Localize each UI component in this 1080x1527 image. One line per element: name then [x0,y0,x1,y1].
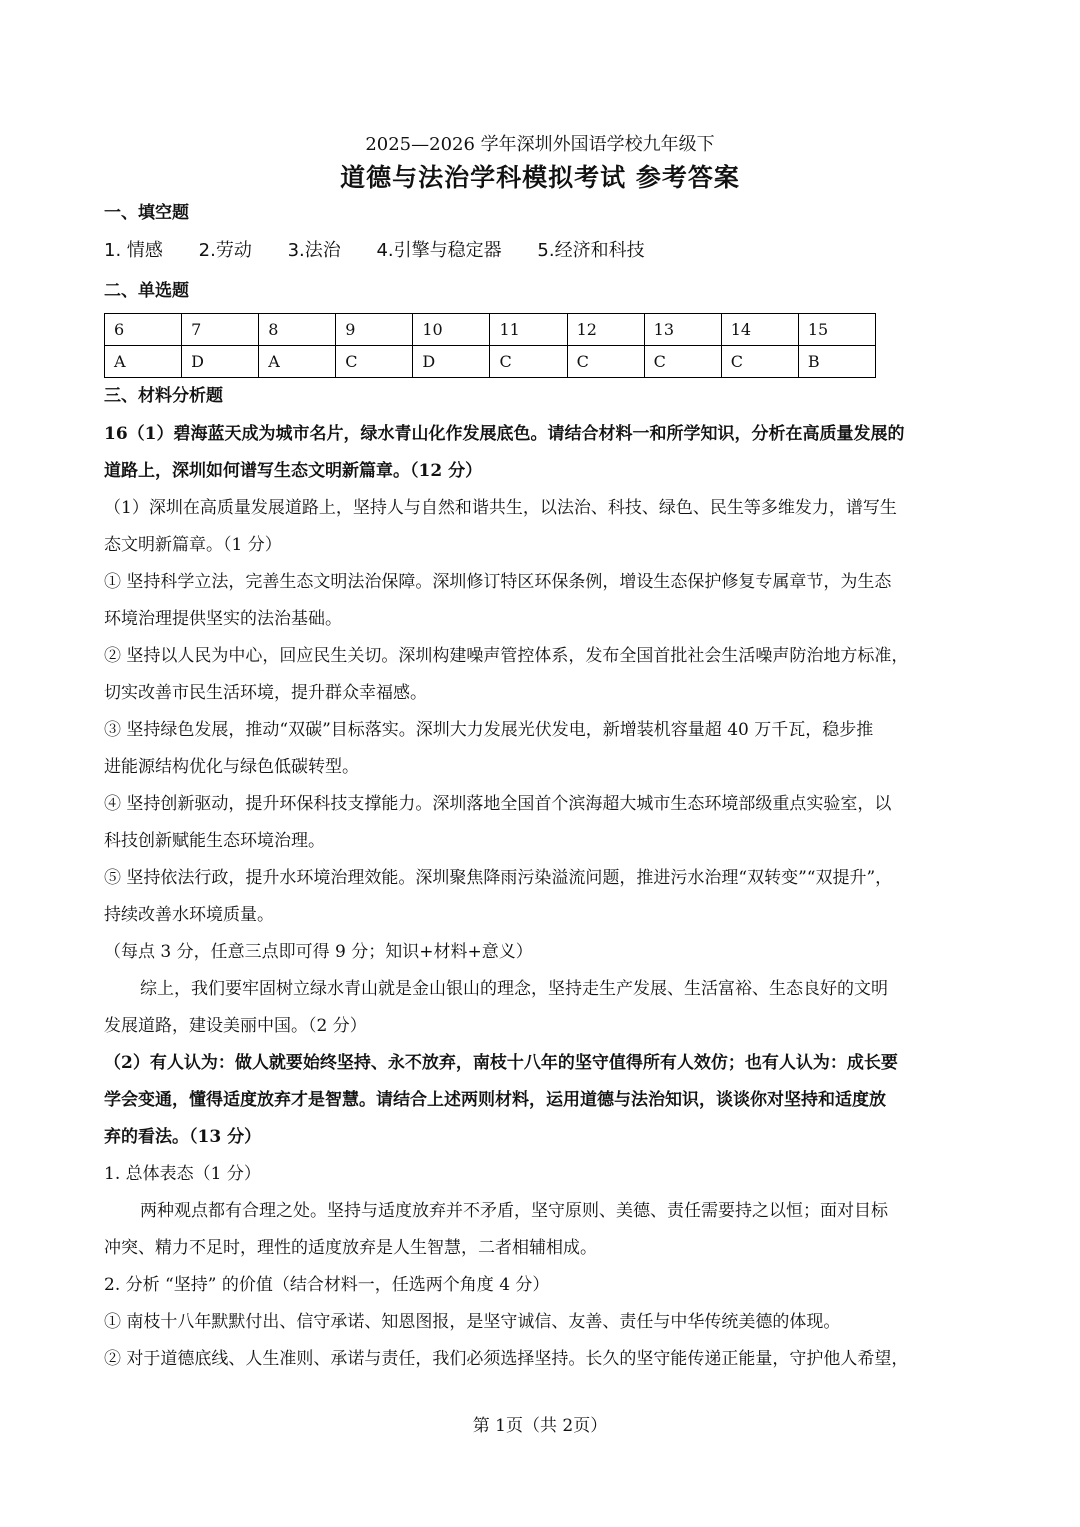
answer-text-line: 两种观点都有合理之处。坚持与适度放弃并不矛盾，坚守原则、美德、责任需要持之以恒；面对目标 [140,1201,888,1221]
single-choice-answer-table [104,313,876,378]
answer-letter-cell: A [105,346,182,378]
question-16-2-prompt: 学会变通，懂得适度放弃才是智慧。请结合上述两则材料，运用道德与法治知识，谈谈你对坚持和适度放 [104,1090,886,1110]
fill-in-answer: 2.劳动 [198,240,252,261]
answer-text-line: （1）深圳在高质量发展道路上，坚持人与自然和谐共生，以法治、科技、绿色、民生等多维发力，谱写生 [104,498,897,518]
answer-point-2: ② 坚持以人民为中心，回应民生关切。深圳构建噪声管控体系，发布全国首批社会生活噪声防治地方标准， [104,646,909,666]
answer-letter-cell: C [336,346,413,378]
fill-in-answer: 3.法治 [287,240,341,261]
answer-point-1: 环境治理提供坚实的法治基础。 [104,609,342,629]
answer-letter-cell: B [798,346,875,378]
answer-letter-row [105,346,876,378]
answer-point-2: 切实改善市民生活环境，提升群众幸福感。 [104,683,427,703]
question-16-2-prompt: 弃的看法。（13 分） [104,1127,262,1147]
answer-point-5: 持续改善水环境质量。 [104,905,274,925]
answer-text-line: 态文明新篇章。（1 分） [104,535,282,555]
question-number-cell: 10 [413,314,490,346]
question-number-cell: 13 [644,314,721,346]
fill-in-answer: 4.引擎与稳定器 [376,240,502,261]
answer-point-4: ④ 坚持创新驱动，提升环保科技支撑能力。深圳落地全国首个滨海超大城市生态环境部级重点实验室，以 [104,794,892,814]
fill-in-answer: 5.经济和科技 [537,240,645,261]
answer-point-1: ① 坚持科学立法，完善生态文明法治保障。深圳修订特区环保条例，增设生态保护修复专属章节，为生态 [104,572,892,592]
question-number-cell: 11 [490,314,567,346]
answer-subheading: 1. 总体表态（1 分） [104,1164,261,1184]
answer-point-5: ⑤ 坚持依法行政，提升水环境治理效能。深圳聚焦降雨污染溢流问题，推进污水治理“双转变”“双提升”， [104,868,893,888]
scoring-note: （每点 3 分，任意三点即可得 9 分；知识+材料+意义） [104,942,533,962]
exam-title: 道德与法治学科模拟考试 参考答案 [340,163,740,192]
answer-point-3: 进能源结构优化与绿色低碳转型。 [104,757,359,777]
answer-point-3: ③ 坚持绿色发展，推动“双碳”目标落实。深圳大力发展光伏发电，新增装机容量超 40 万千瓦，稳步推 [104,720,874,740]
answer-text-line: 冲突、精力不足时，理性的适度放弃是人生智慧，二者相辅相成。 [104,1238,597,1258]
section-heading-single-choice: 二、单选题 [104,281,189,301]
answer-letter-cell: D [413,346,490,378]
question-number-cell: 6 [105,314,182,346]
exam-subtitle: 2025—2026 学年深圳外国语学校九年级下 [365,134,715,155]
question-number-cell: 7 [182,314,259,346]
summary-text: 发展道路，建设美丽中国。（2 分） [104,1016,367,1036]
question-16-1-prompt: 道路上，深圳如何谱写生态文明新篇章。（12 分） [104,461,483,481]
section-heading-fill-in: 一、填空题 [104,203,189,223]
question-number-cell: 14 [721,314,798,346]
answer-subheading: 2. 分析 “坚持” 的价值（结合材料一，任选两个角度 4 分） [104,1275,550,1295]
answer-letter-cell: C [490,346,567,378]
question-number-row [105,314,876,346]
question-number-cell: 15 [798,314,875,346]
question-16-1-prompt: 16（1）碧海蓝天成为城市名片，绿水青山化作发展底色。请结合材料一和所学知识，分析在高质量发展的 [104,424,905,444]
answer-letter-cell: D [182,346,259,378]
answer-letter-cell: C [644,346,721,378]
answer-point-4: 科技创新赋能生态环境治理。 [104,831,325,851]
section-heading-material-analysis: 三、材料分析题 [104,386,223,406]
page-number: 第 1页（共 2页） [472,1416,608,1436]
answer-letter-cell: C [567,346,644,378]
question-16-2-prompt: （2）有人认为：做人就要始终坚持、永不放弃，南枝十八年的坚守值得所有人效仿；也有人认为：成长要 [104,1053,898,1073]
summary-text: 综上，我们要牢固树立绿水青山就是金山银山的理念，坚持走生产发展、生活富裕、生态良好的文明 [140,979,888,999]
answer-point-1: ① 南枝十八年默默付出、信守承诺、知恩图报，是坚守诚信、友善、责任与中华传统美德的体现。 [104,1312,841,1332]
question-number-cell: 12 [567,314,644,346]
fill-in-answer: 1. 情感 [104,240,163,261]
answer-point-2: ② 对于道德底线、人生准则、承诺与责任，我们必须选择坚持。长久的坚守能传递正能量，守护他人希望， [104,1349,909,1369]
answer-letter-cell: C [721,346,798,378]
fill-in-answers [104,236,675,262]
question-number-cell: 8 [259,314,336,346]
answer-letter-cell: A [259,346,336,378]
question-number-cell: 9 [336,314,413,346]
